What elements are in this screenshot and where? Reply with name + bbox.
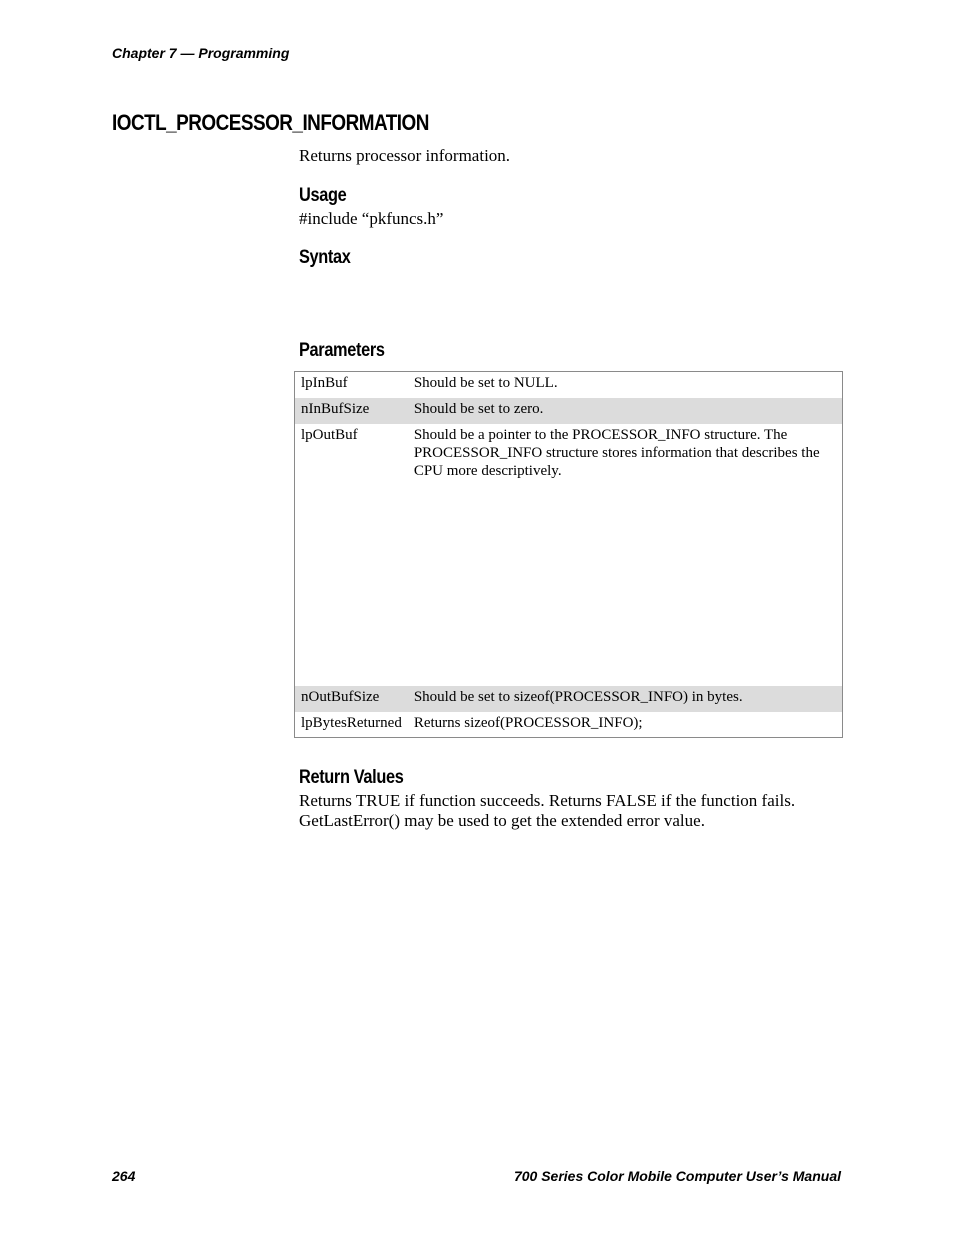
return-values-line-2: GetLastError() may be used to get the extended error value. [299, 811, 705, 830]
return-values-line-1: Returns TRUE if function succeeds. Returns FALSE if the function fails. [299, 791, 796, 810]
return-values-heading: Return Values [299, 767, 404, 788]
param-name: lpBytesReturned [301, 714, 402, 731]
param-name: lpOutBuf [301, 426, 358, 443]
parameters-table [294, 371, 843, 738]
parameters-heading: Parameters [299, 340, 385, 361]
param-name: lpInBuf [301, 375, 348, 391]
table-row [295, 372, 843, 398]
section-title: IOCTL_PROCESSOR_INFORMATION [112, 110, 429, 135]
usage-heading: Usage [299, 185, 347, 206]
section-description: Returns processor information. [299, 146, 511, 165]
param-description: Should be set to NULL. [413, 375, 558, 391]
running-head: Chapter 7 — Programming [112, 45, 290, 61]
page-number: 264 [112, 1168, 136, 1184]
table-row [295, 424, 843, 686]
param-name: nInBufSize [295, 398, 408, 424]
param-description: Should be set to zero. [408, 398, 843, 424]
usage-include-text: #include “pkfuncs.h” [299, 209, 444, 228]
manual-title: 700 Series Color Mobile Computer User’s Manual [513, 1168, 841, 1184]
param-description: Should be a pointer to the PROCESSOR_INFO structure. The PROCESSOR_INFO structure stores information that describes the CPU more descriptively. [413, 426, 820, 479]
param-name: nOutBufSize [295, 686, 408, 712]
param-description: Returns sizeof(PROCESSOR_INFO); [413, 714, 643, 731]
table-row [295, 686, 843, 712]
table-row [295, 398, 843, 424]
param-description: Should be set to sizeof(PROCESSOR_INFO) in bytes. [408, 686, 843, 712]
syntax-heading: Syntax [299, 247, 351, 268]
table-row [295, 712, 843, 738]
